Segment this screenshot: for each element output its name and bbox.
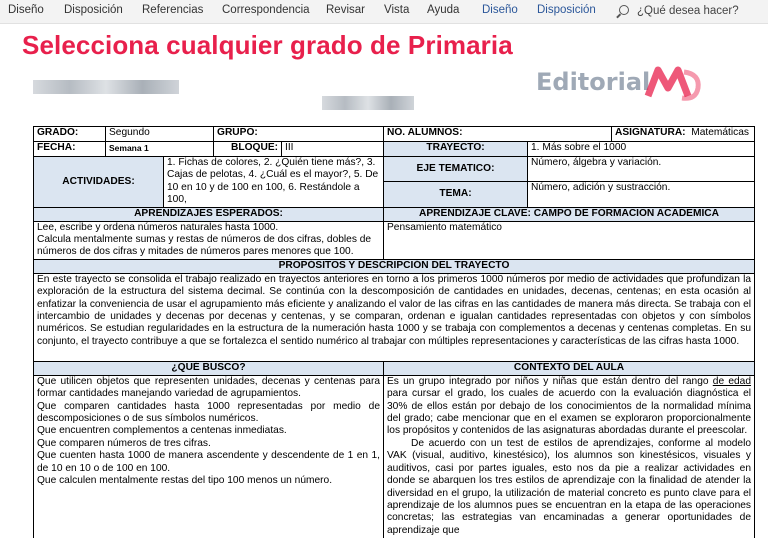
aprendizajes-text[interactable]: Lee, escribe y ordena números naturales hasta 1000. Calcula mentalmente sumas y restas de números de dos cifras, dobles de números de dos cifras y mitades de números pares menores que 100. bbox=[34, 221, 384, 259]
bloque-label: BLOQUE: bbox=[214, 142, 282, 157]
overlay-title: Selecciona cualquier grado de Primaria bbox=[22, 30, 513, 60]
grado-value[interactable]: Segundo bbox=[106, 127, 214, 142]
grado-label: GRADO: bbox=[34, 127, 106, 142]
fecha-value[interactable]: Semana 1 bbox=[106, 142, 214, 157]
grupo-label: GRUPO: bbox=[214, 127, 384, 142]
logo-md-mark bbox=[644, 64, 704, 104]
ribbon-tab-bar bbox=[0, 0, 768, 24]
trayecto-value[interactable]: 1. Más sobre el 1000 bbox=[528, 142, 755, 157]
tab-table-disposicion[interactable]: Disposición bbox=[537, 4, 596, 16]
list-item: Que comparen números de tres cifras. bbox=[37, 437, 211, 449]
editorial-logo bbox=[536, 64, 696, 104]
list-item: Que cuenten hasta 1000 de manera ascendente y descendente de 1 en 1, de 10 en 10 o de 100 en 100. bbox=[37, 450, 381, 474]
tab-ayuda[interactable]: Ayuda bbox=[427, 4, 460, 16]
search-icon bbox=[619, 5, 629, 15]
list-item: Que comparen cantidades hasta 1000 representadas por medio de descomposiciones o de sus símbolos numéricos. bbox=[37, 400, 381, 425]
tab-revisar[interactable]: Revisar bbox=[326, 4, 365, 16]
tab-diseno[interactable]: Diseño bbox=[8, 4, 44, 16]
actividades-label: ACTIVIDADES: bbox=[34, 157, 164, 208]
list-item: Que encuentren complementos a centenas inmediatas. bbox=[37, 425, 287, 437]
clave-header: APRENDIZAJE CLAVE: CAMPO DE FORMACION ACADEMICA bbox=[384, 207, 755, 221]
tab-disposicion[interactable]: Disposición bbox=[64, 4, 123, 16]
tab-referencias[interactable]: Referencias bbox=[142, 4, 204, 16]
asignatura-value: Matemáticas bbox=[691, 127, 749, 138]
trayecto-label: TRAYECTO: bbox=[384, 142, 528, 157]
alumnos-label: NO. ALUMNOS: bbox=[384, 127, 612, 142]
tell-me-search[interactable] bbox=[619, 4, 739, 17]
list-item: Que calculen mentalmente restas del tipo 100 menos un número. bbox=[37, 475, 333, 487]
clave-text[interactable]: Pensamiento matemático bbox=[384, 221, 755, 259]
asignatura-cell[interactable] bbox=[612, 127, 755, 142]
contexto-paragraph-1 bbox=[387, 376, 751, 438]
logo-text: Editorial bbox=[536, 68, 651, 96]
fecha-label: FECHA: bbox=[34, 142, 106, 157]
blurred-text bbox=[33, 80, 179, 94]
que-busco-header: ¿QUÉ BUSCO? bbox=[34, 361, 384, 375]
contexto-p1-a: Es un grupo integrado por niños y niñas que están dentro del rango bbox=[387, 375, 713, 387]
propositos-text[interactable]: En este trayecto se consolida el trabajo realizado en trayectos anteriores en torno a los primeros 1000 números por medio de actividades que profundizan la exploración de la estructura del sistema decimal. Se continúa con la descomposición de cantidades en unidades, decenas, centenas; en esta ocasión al enfatizar la conveniencia de usar el agrupamiento más eficiente y analizando el valor de las cifras en las cantidades de manera más directa. Se trabaja con el intercambio de unidades y decenas por decenas y centenas, y se comparan, ordenan e igualan cantidades representadas con objetos y con símbolos numéricos. Se estudian regularidades en la estructura de la numeración hasta 1000 y se trabaja con complementos a decenas y centenas completas. En su conjunto, el trayecto contribuye a que se fortalezca el sentido numérico al trabajar con múltiples representaciones y características de las cifras hasta 1000. bbox=[34, 273, 755, 361]
actividades-value[interactable]: 1. Fichas de colores, 2. ¿Quién tiene más?, 3. Cajas de pelotas, 4. ¿Cuál es el mayor?, 5. De 10 en 10 y de 100 en 100, 6. Restándole a 100, bbox=[164, 157, 384, 208]
aprendizajes-header: APRENDIZAJES ESPERADOS: bbox=[34, 207, 384, 221]
blurred-text bbox=[322, 96, 414, 110]
contexto-header: CONTEXTO DEL AULA bbox=[384, 361, 755, 375]
list-item: Que utilicen objetos que representen unidades, decenas y centenas para formar cantidades manejando variedad de agrupamientos. bbox=[37, 375, 381, 400]
contexto-p1-b: para cursar el grado, los cuales de acuerdo con la evaluación diagnóstica el 30% de ellos están por debajo de los conocimientos de la normalidad mínima del grado; cabe mencionar que en el examen se exploraron proporcionalmente los propósitos y contenidos de las asignaturas abordadas durante el preescolar. bbox=[387, 388, 752, 437]
tell-me-text: ¿Qué desea hacer? bbox=[637, 5, 739, 17]
que-busco-list[interactable] bbox=[34, 375, 384, 538]
planning-table bbox=[33, 126, 755, 538]
tab-correspondencia[interactable]: Correspondencia bbox=[222, 4, 310, 16]
tema-label: TEMA: bbox=[384, 182, 528, 207]
eje-label: EJE TEMATICO: bbox=[384, 157, 528, 182]
contexto-text[interactable] bbox=[384, 375, 755, 538]
tab-vista[interactable]: Vista bbox=[384, 4, 410, 16]
tab-table-diseno[interactable]: Diseño bbox=[482, 4, 518, 16]
contexto-p1-underlined: de edad bbox=[712, 375, 752, 387]
contexto-paragraph-2: De acuerdo con un test de estilos de aprendizajes, conforme al modelo VAK (visual, auditivo, kinestésico), los alumnos son kinestésicos, visuales y auditivos, casi por partes iguales, esto nos da pie a realizar actividades en donde se abarquen los tres estilos de aprendizaje con la finalidad de atender la diversidad en el grupo, la utilización de material concreto es punto clave para el aprendizaje de los alumnos pues se encuentran en la etapa de las operaciones concretas; las estrategias van encaminadas a generar oportunidades de aprendizaje que bbox=[387, 437, 752, 536]
tema-value[interactable]: Número, adición y sustracción. bbox=[528, 182, 755, 207]
propositos-header: PROPÓSITOS Y DESCRIPCIÓN DEL TRAYECTO bbox=[34, 259, 755, 273]
eje-value[interactable]: Número, álgebra y variación. bbox=[528, 157, 755, 182]
asignatura-label: ASIGNATURA: bbox=[615, 127, 686, 138]
bloque-value[interactable]: III bbox=[282, 142, 384, 157]
